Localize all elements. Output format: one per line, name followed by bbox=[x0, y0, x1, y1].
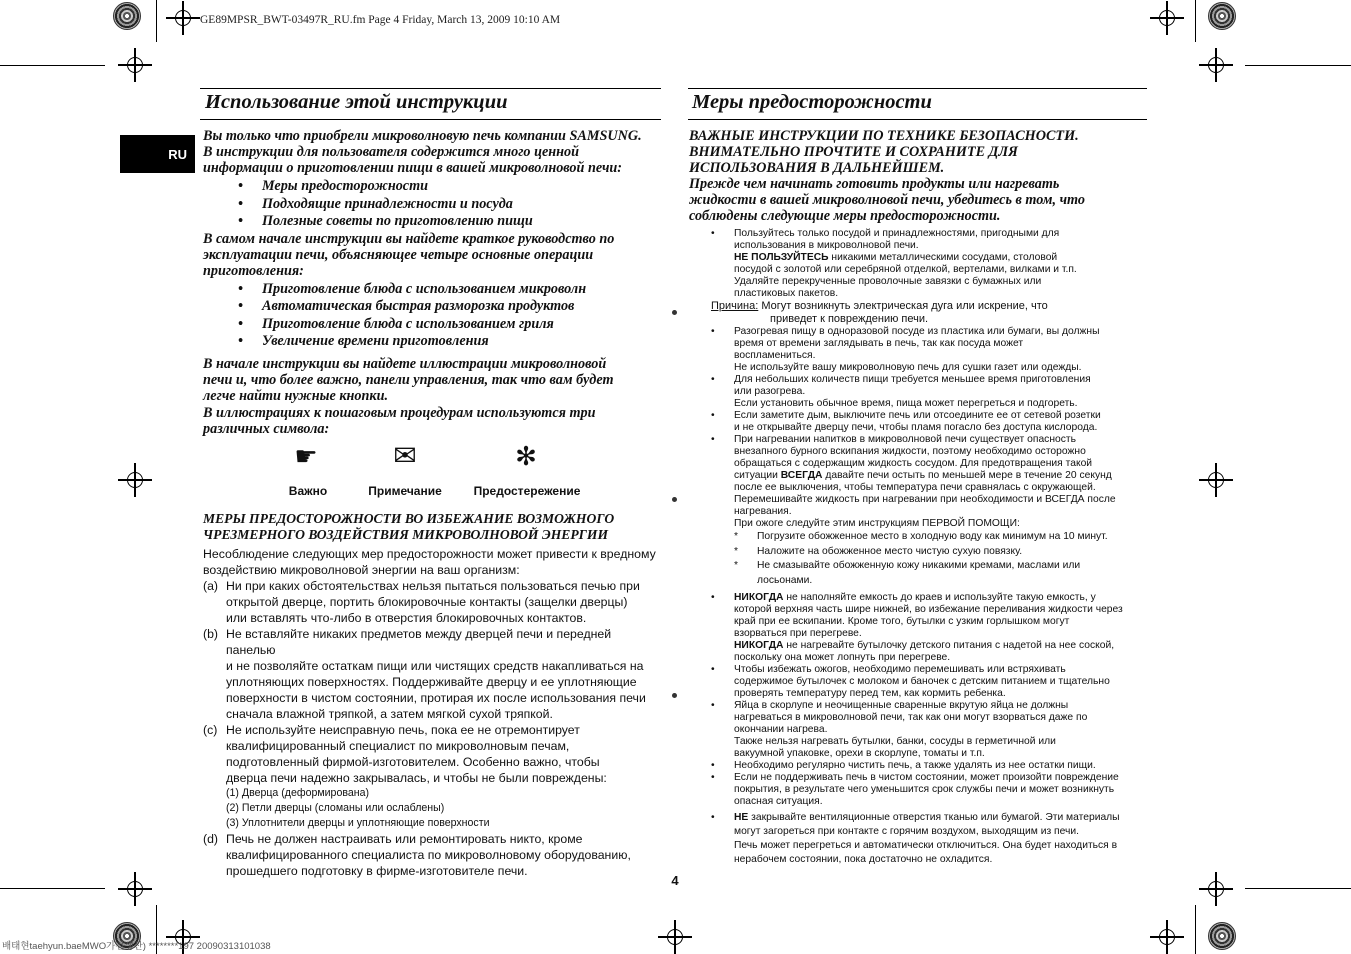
text-line: прошедшего подготовку в фирме-изготовителе печи. bbox=[226, 864, 528, 878]
left-intro-block bbox=[203, 128, 673, 437]
emphasis: ВСЕГДА bbox=[780, 470, 823, 481]
text-line: • Яйца в скорлупе и неочищенные сваренные вкрутую яйца не должны bbox=[734, 700, 1069, 711]
list-item: • Подходящие принадлежности и посуда bbox=[203, 196, 673, 214]
text-line: ЧРЕЗМЕРНОГО ВОЗДЕЙСТВИЯ МИКРОВОЛНОВОЙ ЭНЕРГИИ bbox=[203, 527, 609, 542]
item-key: (c) bbox=[203, 723, 218, 737]
text-line: ИСПОЛЬЗОВАНИЯ В ДАЛЬНЕЙШЕМ. bbox=[689, 160, 945, 176]
registration-mark-icon bbox=[166, 1, 200, 35]
left-section-title: Использование этой инструкции bbox=[205, 91, 508, 113]
text-line: нерабочем состоянии, пока достаточно не охладится. bbox=[734, 854, 993, 865]
text-line: При ожоге следуйте этим инструкциям ПЕРВОЙ ПОМОЩИ: bbox=[734, 518, 1020, 529]
text-span: давайте печи остыть по меньшей мере в течение 20 секунд bbox=[822, 470, 1112, 481]
list-item: • Увеличение времени приготовления bbox=[203, 333, 673, 351]
intro-para bbox=[203, 128, 673, 176]
text-line: жидкости в вашей микроволновой печи, убедитесь в том, что bbox=[689, 192, 1085, 208]
text-line: взорваться при перегреве. bbox=[734, 628, 862, 639]
bullet-list bbox=[203, 281, 673, 351]
list-item: • Полезные советы по приготовлению пищи bbox=[203, 213, 673, 231]
text-line: или разогрева. bbox=[734, 386, 806, 397]
text-line: • Если не поддерживать печь в чистом состоянии, может произойти повреждение bbox=[734, 772, 1119, 783]
text-line: • Пользуйтесь только посудой и принадлежностями, пригодными для bbox=[734, 228, 1060, 239]
caution-star-icon: ✻ bbox=[515, 441, 537, 471]
text-line: информации о приготовлении пищи в вашей микроволновой печи: bbox=[203, 160, 623, 176]
text-line: • Для небольших количеств пищи требуется меньшее время приготовления bbox=[734, 374, 1091, 385]
sub-list bbox=[203, 786, 663, 831]
list-item bbox=[203, 578, 663, 626]
page-number: 4 bbox=[671, 873, 679, 888]
text-span: никакими металлическими сосудами, столовой bbox=[828, 252, 1058, 263]
title-rule-top bbox=[688, 88, 1147, 89]
first-aid-item: * Наложите на обожженное место чистую сухую повязку. bbox=[689, 545, 1149, 560]
title-rule-bottom bbox=[688, 119, 1147, 120]
warning-section bbox=[203, 511, 663, 879]
text-line: вакуумной упаковке, орехи в скорлупе, томаты и т.п. bbox=[734, 748, 985, 759]
registration-mark-icon bbox=[1199, 48, 1233, 82]
text-line: окончании нагрева. bbox=[734, 724, 828, 735]
list-item bbox=[689, 326, 1149, 374]
text-line: могут загореться при контакте с горячим воздухом, выходящим из печи. bbox=[734, 826, 1079, 837]
list-item bbox=[689, 700, 1149, 760]
file-header: GE89MPSR_BWT-03497R_RU.fm Page 4 Friday, March 13, 2009 10:10 AM bbox=[200, 14, 561, 26]
text-line: Печь не должен настраивать или ремонтировать никто, кроме bbox=[226, 832, 583, 846]
text-line: проверять температуру перед тем, как кормить ребенка. bbox=[734, 688, 1006, 699]
text-span: не наполняйте емкость до краев и используйте такую емкость, у bbox=[783, 592, 1096, 603]
text-line: Не используйте вашу микроволновую печь для сушки газет или одежды. bbox=[734, 362, 1082, 373]
text-span: не нагревайте бутылочку детского питания с надетой на нее соской, bbox=[783, 640, 1115, 651]
first-aid-item bbox=[689, 559, 1149, 588]
symbol-label: Примечание bbox=[368, 484, 442, 498]
para-quick-guide bbox=[203, 231, 673, 279]
list-item bbox=[203, 722, 663, 786]
text-line: ВНИМАТЕЛЬНО ПРОЧТИТЕ И СОХРАНИТЕ ДЛЯ bbox=[689, 144, 1018, 160]
emphasis: НИКОГДА bbox=[734, 592, 784, 603]
text-line: легче найти нужные кнопки. bbox=[203, 387, 389, 404]
warning-title bbox=[203, 511, 663, 543]
para-symbols bbox=[203, 405, 673, 437]
registration-mark-icon bbox=[118, 872, 152, 906]
text-line bbox=[734, 470, 1149, 482]
crop-mark bbox=[1195, 0, 1196, 42]
registration-mark-icon bbox=[1150, 1, 1184, 35]
text-line: посудой с золотой или серебряной отделкой, вертелами, вилками и т.п. bbox=[734, 264, 1077, 275]
text-line: квалифицированный специалист по микроволновым печам, bbox=[226, 739, 570, 753]
text-line: Печь может перегреться и автоматически отключиться. Она будет находиться в bbox=[734, 840, 1118, 851]
item-key: (d) bbox=[203, 832, 219, 846]
registration-mark-icon bbox=[118, 48, 152, 82]
text-line: Перемешивайте жидкость при нагревании при необходимости и ВСЕГДА после bbox=[734, 494, 1116, 505]
list-item: • Приготовление блюда с использованием гриля bbox=[203, 316, 673, 334]
text-line: Несоблюдение следующих мер предосторожности может привести к вредному bbox=[203, 547, 656, 561]
emphasis: НЕ ПОЛЬЗУЙТЕСЬ bbox=[734, 252, 829, 263]
sub-item: (3) Уплотнители дверцы и уплотняющие поверхности bbox=[226, 817, 490, 829]
title-rule-bottom bbox=[200, 119, 661, 120]
text-line: после ее выключения, чтобы температура печи сравнялась с окружающей. bbox=[734, 482, 1096, 493]
text-line: которой верхняя часть шире нижней, во избежание переливания жидкости через bbox=[734, 604, 1123, 615]
first-aid-item: * Погрузите обожженное место в холодную воду как минимум на 10 минут. bbox=[689, 530, 1149, 545]
sub-item: (1) Дверца (деформирована) bbox=[226, 787, 370, 799]
text-line: В самом начале инструкции вы найдете краткое руководство по bbox=[203, 230, 615, 247]
text-line: соблюдены следующие меры предосторожности. bbox=[689, 208, 1001, 224]
text-line: обращаться с содержащим жидкость сосудом. Для предотвращения такой bbox=[734, 458, 1093, 469]
emphasis: НИКОГДА bbox=[734, 640, 784, 651]
text-line: квалифицированного специалиста по микроволновому оборудованию, bbox=[226, 848, 631, 862]
text-line: Ни при каких обстоятельствах нельзя пытаться пользоваться печью при bbox=[226, 579, 640, 593]
text-line: внезапного бурного вскипания жидкости, поэтому необходимо осторожно bbox=[734, 446, 1086, 457]
text-line: приготовления: bbox=[203, 262, 304, 279]
text-line: Удаляйте перекрученные проволочные завязки с бумажных или bbox=[734, 276, 1042, 287]
text-line: сначала влажной тряпкой, а затем мягкой сухой тряпкой. bbox=[226, 707, 553, 721]
text-line: воспламениться. bbox=[734, 350, 816, 361]
text-line: поверхности в чистом состоянии, протирая их после использования печи bbox=[226, 691, 646, 705]
registration-mark-icon bbox=[118, 463, 152, 497]
text-span: ситуации bbox=[734, 470, 781, 481]
text-line: • Если заметите дым, выключите печь или отсоедините ее от сетевой розетки bbox=[734, 410, 1101, 421]
text-line: В инструкции для пользователя содержится много ценной bbox=[203, 144, 580, 160]
text-line: Вы только что приобрели микроволновую печь компании SAMSUNG. bbox=[203, 128, 642, 144]
symbol-label: Предостережение bbox=[473, 484, 581, 498]
crop-mark bbox=[156, 0, 157, 42]
text-line: Если установить обычное время, пища может перегреться и подгореть. bbox=[734, 398, 1078, 409]
text-line: печи и, что более важно, панели управления, так что вам будет bbox=[203, 371, 614, 388]
crop-mark bbox=[1195, 905, 1196, 954]
text-line: и не позволяйте остаткам пищи или чистящих средств накапливаться на bbox=[226, 659, 644, 673]
registration-mark-icon bbox=[1199, 463, 1233, 497]
envelope-icon: ✉ bbox=[393, 440, 417, 471]
list-item: • Необходимо регулярно чистить печь, а также удалять из нее остатки пищи. bbox=[689, 760, 1149, 772]
important-heading bbox=[689, 128, 1149, 224]
list-item bbox=[689, 434, 1149, 530]
sub-item: (2) Петли дверцы (сломаны или ослаблены) bbox=[226, 802, 445, 814]
warning-intro bbox=[203, 546, 663, 578]
text-line: содержимое бутылочек с молоком и баночек с детским питанием и тщательно bbox=[734, 676, 1110, 687]
text-line: Также нельзя нагревать бутылки, банки, сосуды в герметичной или bbox=[734, 736, 1056, 747]
list-item bbox=[689, 592, 1149, 604]
text-line: Не используйте неисправную печь, пока ее не отремонтирует bbox=[226, 723, 580, 737]
language-tab: RU bbox=[120, 135, 195, 173]
list-item bbox=[689, 811, 1149, 867]
text-span: закрывайте вентиляционные отверстия тканью или бумагой. Эти материалы bbox=[748, 812, 1120, 823]
registration-mark-icon bbox=[1199, 872, 1233, 906]
text-line bbox=[734, 252, 1149, 264]
crop-mark bbox=[1245, 65, 1351, 66]
emphasis: НЕ bbox=[734, 812, 749, 823]
crop-mark bbox=[0, 888, 105, 889]
text-line: • Чтобы избежать ожогов, необходимо перемешивать или встряхивать bbox=[734, 664, 1066, 675]
text-line bbox=[734, 592, 1149, 604]
text-line: * Не смазывайте обожженную кожу никакими кремами, маслами или bbox=[757, 560, 1081, 571]
text-line: Прежде чем начинать готовить продукты или нагревать bbox=[689, 176, 1060, 192]
reason-note bbox=[689, 300, 1149, 326]
list-item bbox=[689, 772, 1149, 808]
list-item bbox=[203, 831, 663, 879]
list-item: • Меры предосторожности bbox=[203, 178, 673, 196]
text-line: нагревания. bbox=[734, 506, 792, 517]
list-item-continued bbox=[689, 604, 1149, 664]
symbol-label: Важно bbox=[288, 484, 328, 498]
title-rule-top bbox=[200, 88, 661, 89]
right-section-title: Меры предосторожности bbox=[692, 91, 932, 113]
text-line: МЕРЫ ПРЕДОСТОРОЖНОСТИ ВО ИЗБЕЖАНИЕ ВОЗМОЖНОГО bbox=[203, 511, 615, 526]
text-span: Могут возникнуть электрическая дуга или искрение, что bbox=[758, 300, 1048, 312]
color-target-icon bbox=[113, 2, 141, 30]
text-line: В начале инструкции вы найдете иллюстрации микроволновой bbox=[203, 355, 607, 372]
color-target-icon bbox=[1208, 922, 1236, 950]
text-line: поскольку она может лопнуть при перегреве. bbox=[734, 652, 951, 663]
text-line: различных символа: bbox=[203, 420, 330, 437]
text-line: воздействию микроволновой энергии на ваш организм: bbox=[203, 563, 520, 577]
text-line: Не вставляйте никаких предметов между дверцей печи и передней панелью bbox=[226, 627, 612, 657]
text-line: нагреваться в микроволновой печи, так как они могут взорваться даже по bbox=[734, 712, 1088, 723]
list-item bbox=[689, 410, 1149, 434]
text-line: • Разогревая пищу в одноразовой посуде из пластика или бумаги, вы должны bbox=[734, 326, 1100, 337]
list-item bbox=[689, 664, 1149, 700]
item-key: (b) bbox=[203, 627, 219, 641]
text-line: и не открывайте дверцу печи, чтобы пламя погасло без доступа кислорода. bbox=[734, 422, 1098, 433]
crop-mark bbox=[1245, 888, 1351, 889]
text-line: край при ее вскипании. Кроме того, бутылки с узким горлышком могут bbox=[734, 616, 1070, 627]
text-line: опасная ситуация. bbox=[734, 796, 823, 807]
text-line: или вставлять что-либо в отверстия блокировочных контактов. bbox=[226, 611, 587, 625]
text-line: покрытия, в результате чего уменьшится срок службы печи и может возникнуть bbox=[734, 784, 1115, 795]
registration-mark-icon bbox=[1150, 920, 1184, 954]
text-line: уплотняющих поверхностях. Поддерживайте дверцу и ее уплотняющие bbox=[226, 675, 637, 689]
list-item bbox=[203, 626, 663, 722]
reason-label: Причина: bbox=[711, 300, 759, 312]
list-item bbox=[689, 374, 1149, 410]
text-line: эксплуатации печи, объясняющее четыре основные операции bbox=[203, 246, 594, 263]
text-line: ВАЖНЫЕ ИНСТРУКЦИИ ПО ТЕХНИКЕ БЕЗОПАСНОСТИ. bbox=[689, 128, 1079, 144]
text-line: В иллюстрациях к пошаговым процедурам используются три bbox=[203, 404, 596, 421]
text-line: лосьонами. bbox=[757, 574, 813, 586]
precautions-list bbox=[689, 228, 1149, 867]
list-item: • Автоматическая быстрая разморозка продуктов bbox=[203, 298, 673, 316]
list-item: • Приготовление блюда с использованием микроволн bbox=[203, 281, 673, 299]
text-line: время от времени заглядывать в печь, так как посуда может bbox=[734, 338, 1024, 349]
binding-dot bbox=[672, 497, 677, 502]
text-line: подготовленный фирмой-изготовителем. Особенно важно, чтобы bbox=[226, 755, 600, 769]
text-line: • При нагревании напитков в микроволновой печи существует опасность bbox=[734, 434, 1076, 445]
pointing-hand-icon: ☛ bbox=[294, 441, 318, 471]
list-item bbox=[689, 228, 1149, 300]
text-line: открытой дверце, портить блокировочные контакты (защелки дверцы) bbox=[226, 595, 628, 609]
right-content bbox=[689, 128, 1149, 867]
text-line: пластиковых пакетов. bbox=[734, 288, 839, 299]
binding-dot bbox=[672, 693, 677, 698]
text-line bbox=[734, 640, 1149, 652]
crop-mark bbox=[0, 65, 105, 66]
bullet-list bbox=[203, 178, 673, 231]
registration-mark-icon bbox=[658, 920, 692, 954]
para-illustrations bbox=[203, 356, 673, 404]
text-line: дверца печи надежно закрывалась, и чтобы не были повреждены: bbox=[226, 771, 607, 785]
text-line bbox=[734, 811, 1149, 825]
color-target-icon bbox=[1208, 2, 1236, 30]
text-line: приведет к повреждению печи. bbox=[770, 313, 929, 325]
item-key: (a) bbox=[203, 579, 219, 593]
text-line: использования в микроволновой печи. bbox=[734, 240, 919, 251]
footer-slug: 배태현taehyun.baeMWO가전생산) ********197 20090313101038 bbox=[2, 941, 271, 952]
